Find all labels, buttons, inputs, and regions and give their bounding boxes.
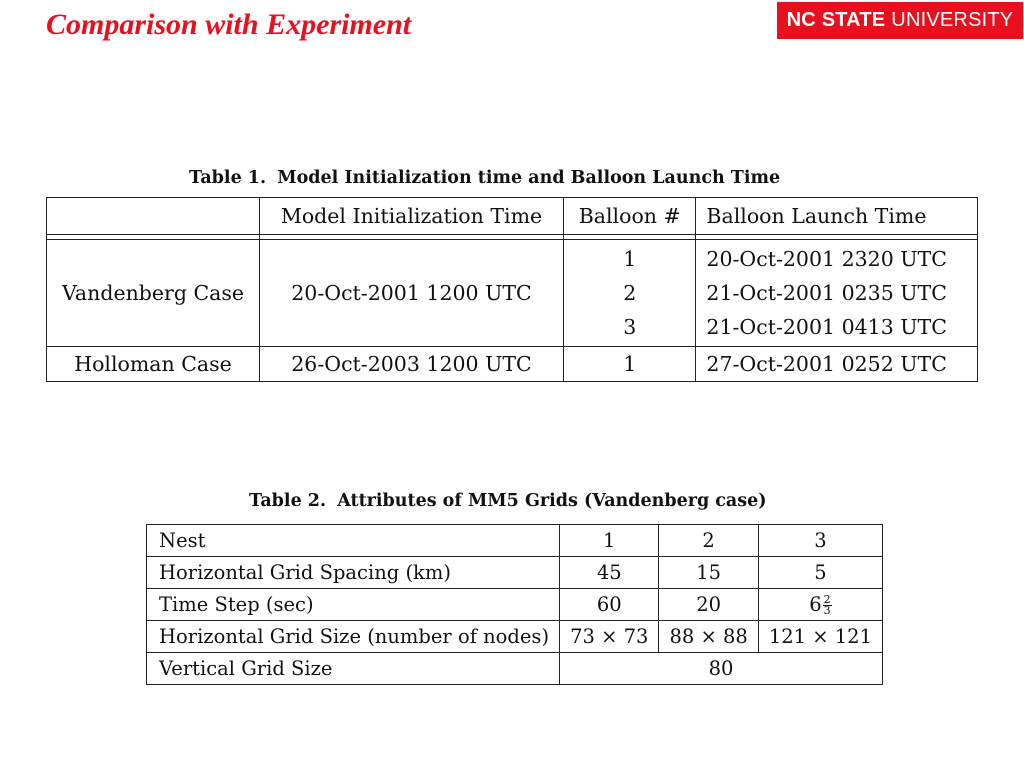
fraction-whole: 6 — [809, 593, 822, 616]
value-cell: 73 × 73 — [560, 621, 659, 653]
table1-header-row — [47, 198, 978, 235]
fraction — [823, 595, 832, 616]
table2 — [146, 524, 883, 685]
table-row — [147, 621, 883, 653]
logo-bold-text: NC STATE — [786, 9, 886, 31]
table-row — [147, 653, 883, 685]
value-cell-fraction — [758, 589, 882, 621]
table-row — [147, 557, 883, 589]
university-logo — [777, 2, 1023, 39]
table-row — [147, 525, 883, 557]
table1-caption-label: Table 1. — [189, 168, 267, 188]
balloon-number: 3 — [623, 315, 637, 339]
launch-time: 21-Oct-2001 0413 UTC — [706, 315, 947, 339]
init-time-cell: 26-Oct-2003 1200 UTC — [260, 347, 564, 382]
fraction-numerator: 2 — [823, 593, 831, 606]
launch-time: 20-Oct-2001 2320 UTC — [706, 247, 947, 271]
value-cell: 3 — [758, 525, 882, 557]
row-label: Nest — [147, 525, 560, 557]
launch-time-cell — [696, 240, 978, 347]
balloon-number-cell: 1 — [564, 347, 696, 382]
launch-time-cell: 27-Oct-2001 0252 UTC — [696, 347, 978, 382]
table1-caption — [189, 168, 780, 188]
table1-header-cell — [47, 198, 260, 235]
table-row — [47, 347, 978, 382]
table-row — [47, 240, 978, 347]
table1-header-cell: Balloon Launch Time — [696, 198, 978, 235]
value-cell: 15 — [659, 557, 758, 589]
value-cell: 88 × 88 — [659, 621, 758, 653]
balloon-number: 1 — [623, 247, 637, 271]
table1-header-cell: Model Initialization Time — [260, 198, 564, 235]
merged-value-cell: 80 — [560, 653, 883, 685]
value-cell: 20 — [659, 589, 758, 621]
logo-light-text: UNIVERSITY — [891, 9, 1014, 31]
value-cell: 60 — [560, 589, 659, 621]
row-label: Horizontal Grid Size (number of nodes) — [147, 621, 560, 653]
row-label: Vertical Grid Size — [147, 653, 560, 685]
launch-time: 21-Oct-2001 0235 UTC — [706, 281, 947, 305]
balloon-number-cell — [564, 240, 696, 347]
row-label: Time Step (sec) — [147, 589, 560, 621]
table2-caption — [249, 491, 767, 511]
table1 — [46, 197, 978, 382]
table1-header-cell: Balloon # — [564, 198, 696, 235]
table1-caption-text: Model Initialization time and Balloon Launch Time — [277, 168, 781, 188]
table-row — [147, 589, 883, 621]
value-cell: 45 — [560, 557, 659, 589]
slide-title: Comparison with Experiment — [46, 8, 412, 41]
init-time-cell: 20-Oct-2001 1200 UTC — [260, 240, 564, 347]
value-cell: 2 — [659, 525, 758, 557]
value-cell: 5 — [758, 557, 882, 589]
table2-caption-text: Attributes of MM5 Grids (Vandenberg case) — [337, 491, 767, 511]
row-label: Horizontal Grid Spacing (km) — [147, 557, 560, 589]
case-cell: Holloman Case — [47, 347, 260, 382]
case-cell: Vandenberg Case — [47, 240, 260, 347]
fraction-denominator: 3 — [823, 604, 831, 617]
value-cell: 1 — [560, 525, 659, 557]
balloon-number: 2 — [623, 281, 637, 305]
table2-caption-label: Table 2. — [249, 491, 327, 511]
value-cell: 121 × 121 — [758, 621, 882, 653]
